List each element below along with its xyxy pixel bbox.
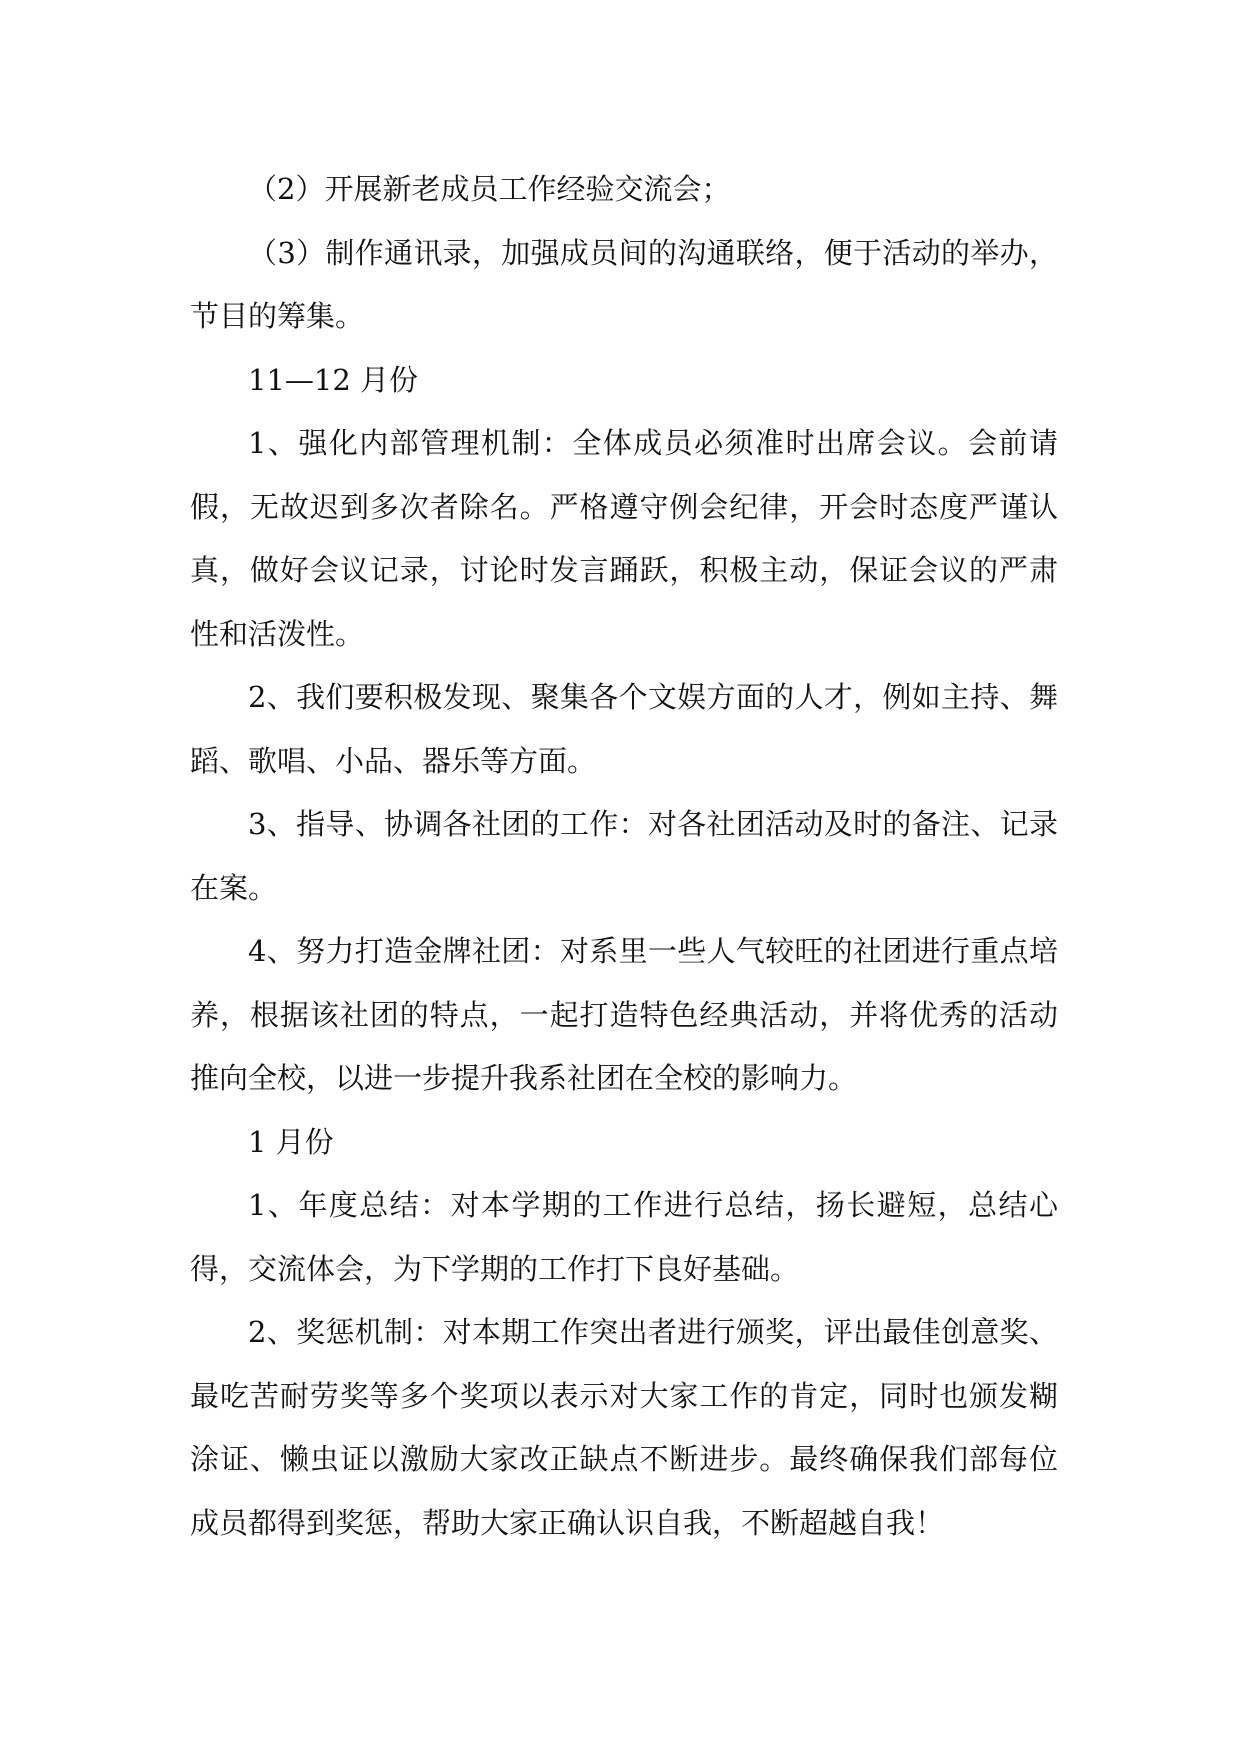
paragraph-reward-mechanism: 2、奖惩机制：对本期工作突出者进行颁奖，评出最佳创意奖、最吃苦耐劳奖等多个奖项以表示对大家工作的肯定，同时也颁发糊涂证、懒虫证以激励大家改正缺点不断进步。最终确保我们部每位成员都得到奖惩，帮助大家正确认识自我，不断超越自我！ [190,1315,1058,1540]
section-heading-january: 1 月份 [248,1124,334,1159]
paragraph-gold-club: 4、努力打造金牌社团：对系里一些人气较旺的社团进行重点培养，根据该社团的特点，一起打造特色经典活动，并将优秀的活动推向全校，以进一步提升我系社团在全校的影响力。 [190,934,1058,1095]
paragraph-club-guidance: 3、指导、协调各社团的工作：对各社团活动及时的备注、记录在案。 [190,807,1058,905]
paragraph-talent-discovery: 2、我们要积极发现、聚集各个文娱方面的人才，例如主持、舞蹈、歌唱、小品、器乐等方面。 [190,680,1058,778]
paragraph-item-3: （3）制作通讯录，加强成员间的沟通联络，便于活动的举办，节目的筹集。 [190,235,1058,333]
paragraph-annual-summary: 1、年度总结：对本学期的工作进行总结，扬长避短，总结心得，交流体会，为下学期的工作打下良好基础。 [190,1188,1058,1286]
document-body [190,158,1058,1555]
paragraph-item-2: （2）开展新老成员工作经验交流会； [248,172,731,206]
section-heading-nov-dec: 11—12 月份 [248,362,419,397]
paragraph-internal-management: 1、强化内部管理机制：全体成员必须准时出席会议。会前请假，无故迟到多次者除名。严格遵守例会纪律，开会时态度严谨认真，做好会议记录，讨论时发言踊跃，积极主动，保证会议的严肃性和活泼性。 [190,426,1058,651]
